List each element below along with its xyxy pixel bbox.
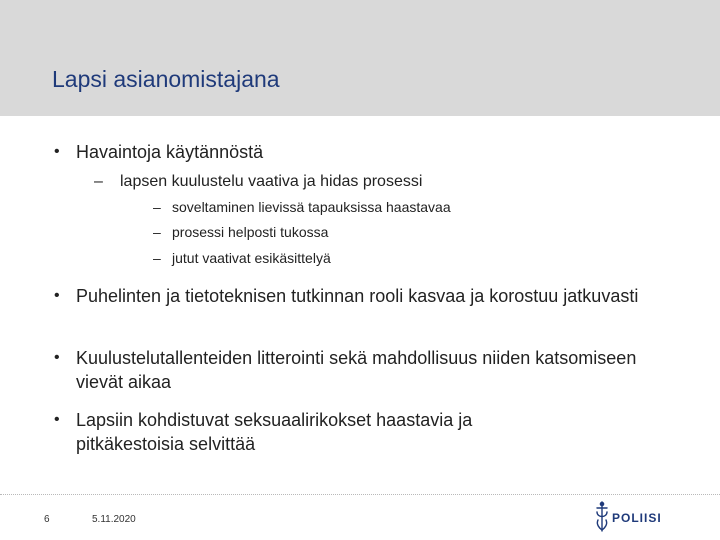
dash-marker: – — [153, 224, 161, 240]
bullet-marker: • — [54, 287, 60, 304]
dash-marker: – — [94, 173, 103, 190]
bullet-text: Havaintoja käytännöstä — [76, 142, 264, 162]
bullet-marker: • — [54, 349, 60, 366]
poliisi-logo — [593, 500, 673, 534]
page-number: 6 — [44, 514, 50, 525]
bullet-item — [54, 408, 576, 456]
bullet-marker: • — [54, 411, 60, 428]
footer-divider — [0, 494, 720, 495]
bullet-text: Puhelinten ja tietoteknisen tutkinnan rooli kasvaa ja korostuu jatkuvasti — [76, 286, 639, 306]
sub-sub-bullet-item — [153, 198, 451, 216]
sub-sub-bullet-item — [153, 223, 329, 241]
bullet-text: Lapsiin kohdistuvat seksuaalirikokset haastavia ja pitkäkestoisia selvittää — [76, 410, 473, 454]
sub-sub-bullet-item — [153, 249, 331, 267]
bullet-marker: • — [54, 143, 60, 160]
police-emblem-icon — [593, 500, 611, 534]
footer-date: 5.11.2020 — [92, 514, 136, 525]
bullet-item — [54, 284, 686, 308]
logo-text: POLIISI — [612, 511, 662, 525]
sub-sub-bullet-text: soveltaminen lievissä tapauksissa haastavaa — [172, 199, 451, 215]
sub-bullet-item — [94, 172, 423, 192]
sub-bullet-text: lapsen kuulustelu vaativa ja hidas prosessi — [120, 173, 423, 190]
dash-marker: – — [153, 199, 161, 215]
dash-marker: – — [153, 250, 161, 266]
bullet-item — [54, 140, 696, 164]
bullet-text: Kuulustelutallenteiden litterointi sekä mahdollisuus niiden katsomiseen vievät aikaa — [76, 348, 637, 392]
sub-sub-bullet-text: jutut vaativat esikäsittelyä — [172, 250, 331, 266]
sub-sub-bullet-text: prosessi helposti tukossa — [172, 224, 329, 240]
bullet-item — [54, 346, 646, 394]
slide-title: Lapsi asianomistajana — [52, 66, 280, 92]
